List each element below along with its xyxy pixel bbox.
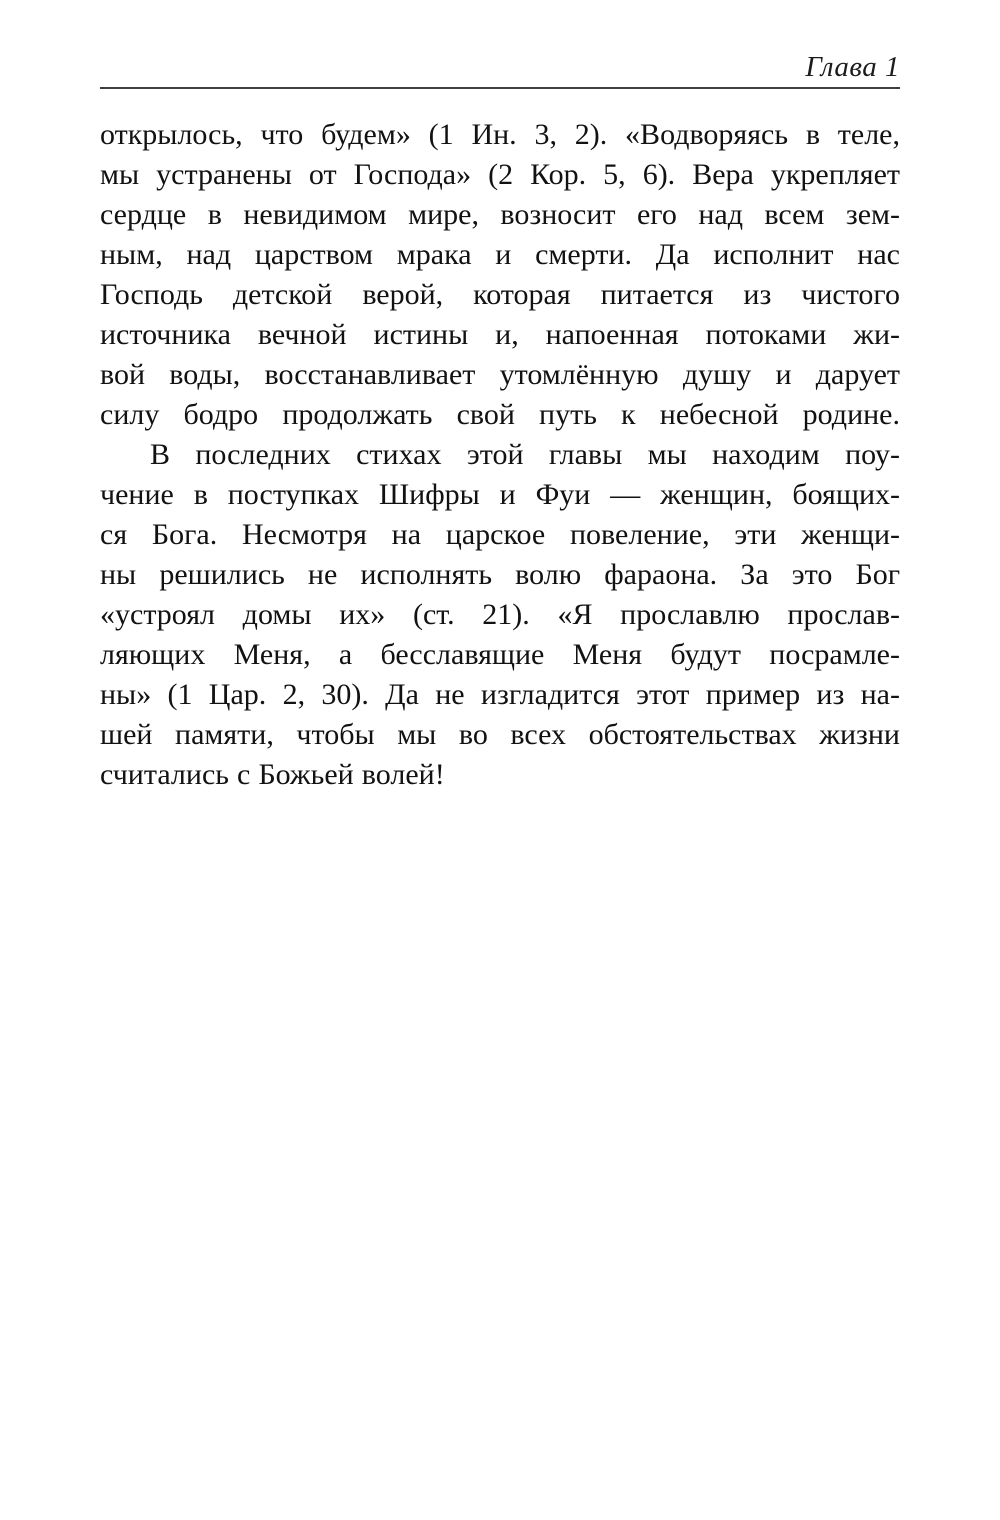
book-page xyxy=(100,0,900,795)
header-rule xyxy=(100,87,900,89)
text-line: чение в поступках Шифры и Фуи — женщин, боящих- xyxy=(100,478,900,511)
text-line: мы устранены от Господа» (2 Кор. 5, 6). Вера укрепляет xyxy=(100,158,900,191)
text-line: ляющих Меня, а бесславящие Меня будут посрамле- xyxy=(100,638,900,671)
text-line: Господь детской верой, которая питается из чистого xyxy=(100,278,900,311)
paragraph xyxy=(100,435,900,795)
text-line: считались с Божьей волей! xyxy=(100,758,445,791)
text-line: «устроял домы их» (ст. 21). «Я прославлю прослав- xyxy=(100,598,900,631)
text-line: В последних стихах этой главы мы находим поу- xyxy=(150,438,900,471)
chapter-header: Глава 1 xyxy=(805,51,900,83)
text-line: ся Бога. Несмотря на царское повеление, эти женщи- xyxy=(100,518,900,551)
paragraph xyxy=(100,115,900,435)
text-line: открылось, что будем» (1 Ин. 3, 2). «Водворяясь в теле, xyxy=(100,118,900,151)
text-line: ны решились не исполнять волю фараона. За это Бог xyxy=(100,558,900,591)
text-line: ным, над царством мрака и смерти. Да исполнит нас xyxy=(100,238,900,271)
text-line: источника вечной истины и, напоенная потоками жи- xyxy=(100,318,900,351)
text-line: шей памяти, чтобы мы во всех обстоятельствах жизни xyxy=(100,718,900,751)
text-line: силу бодро продолжать свой путь к небесной родине. xyxy=(100,398,900,431)
text-line: ны» (1 Цар. 2, 30). Да не изгладится этот пример из на- xyxy=(100,678,900,711)
text-line: вой воды, восстанавливает утомлённую душу и дарует xyxy=(100,358,900,391)
text-line: сердце в невидимом мире, возносит его над всем зем- xyxy=(100,198,900,231)
body-text xyxy=(100,115,900,795)
